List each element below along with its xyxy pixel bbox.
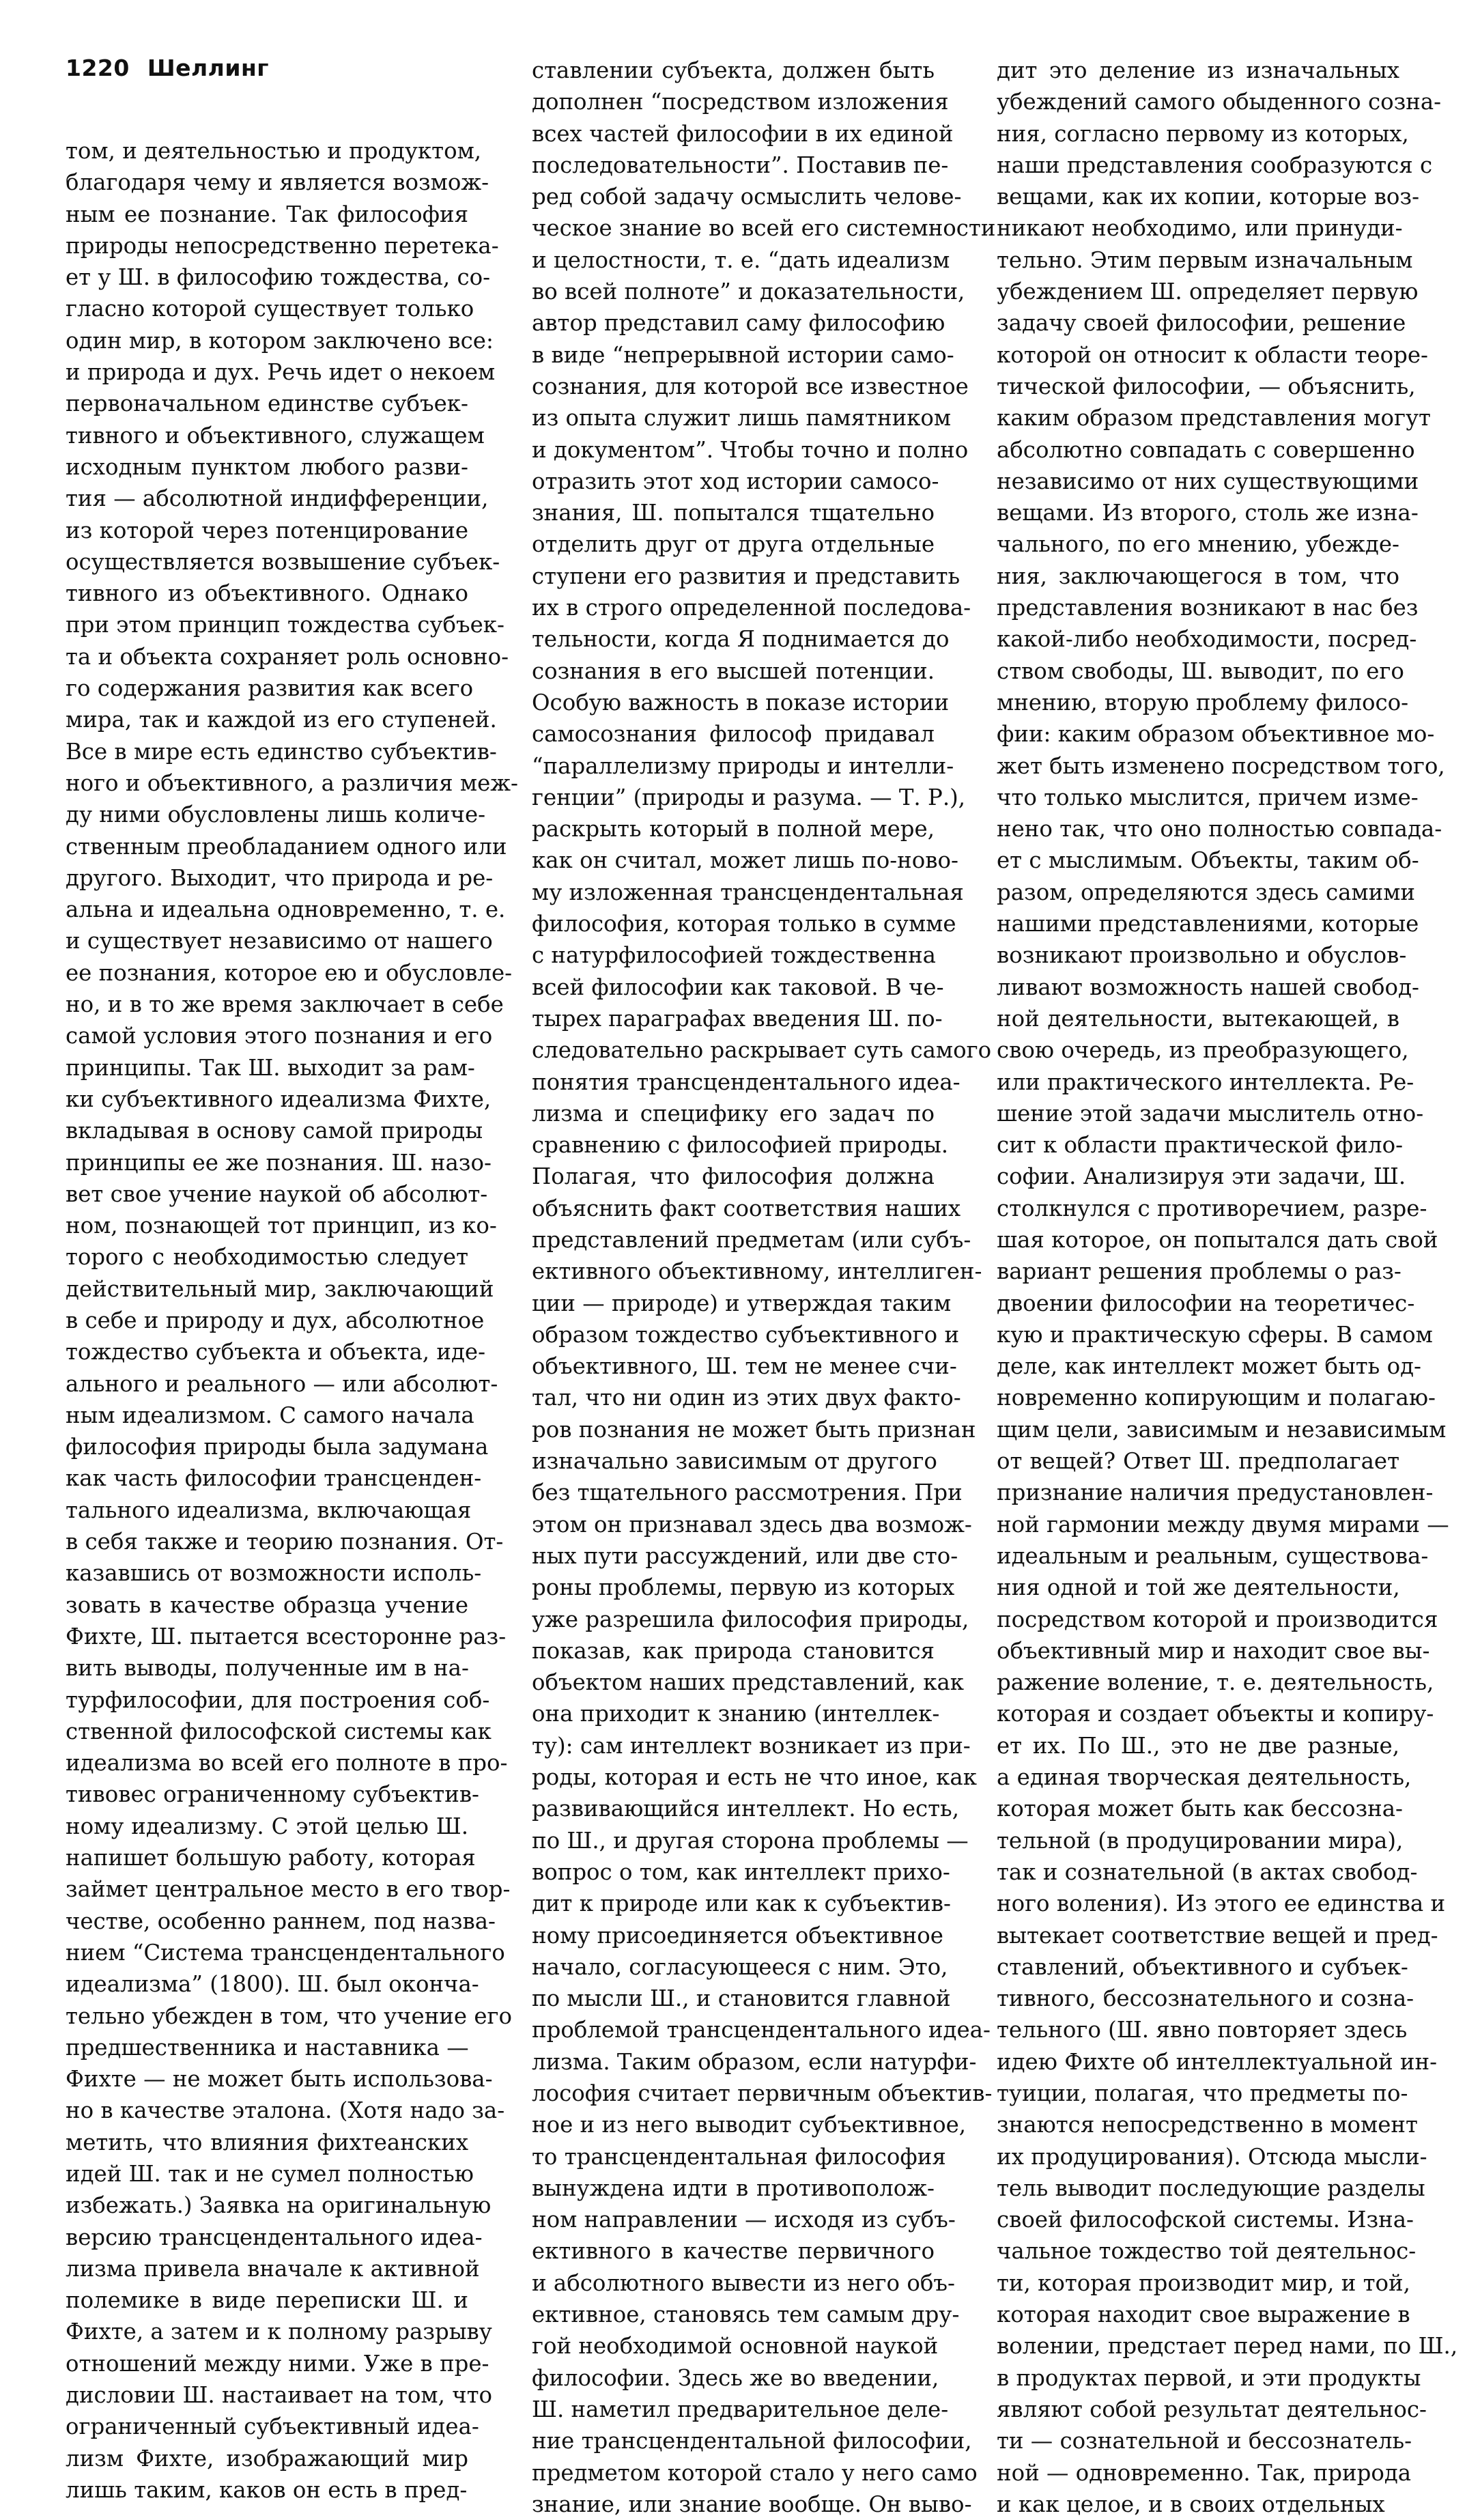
text-line: самой условия этого познания и его <box>66 1023 493 1049</box>
text-line: фии: каким образом объективное мо- <box>997 721 1435 748</box>
text-line: знание, или знание вообще. Он выво- <box>532 2491 972 2517</box>
text-line: всех частей философии в их единой <box>532 120 954 147</box>
text-line: каким образом представления могут <box>997 405 1431 431</box>
text-line: софии. Анализируя эти задачи, Ш. <box>997 1163 1406 1190</box>
text-line: новременно копирующим и полагаю- <box>997 1385 1436 1411</box>
text-line: дополнен “посредством изложения <box>532 89 949 115</box>
text-line: ческое знание во всей его системности <box>532 215 996 242</box>
text-line: ту): сам интеллект возникает из при- <box>532 1732 971 1759</box>
text-line: так и сознательной (в актах свобод- <box>997 1858 1418 1885</box>
text-line: ния, заключающегося в том, что <box>997 563 1399 589</box>
text-line: являют собой результат деятельнос- <box>997 2396 1427 2422</box>
text-line: убеждений самого обыденного созна- <box>997 89 1442 115</box>
text-line: идеализма” (1800). Ш. был оконча- <box>66 1971 479 1998</box>
text-line: в себе и природу и дух, абсолютное <box>66 1307 485 1333</box>
text-line: принципы. Так Ш. выходит за рам- <box>66 1054 475 1081</box>
text-line: чальное тождество той деятельнос- <box>997 2238 1417 2265</box>
text-line: развивающийся интеллект. Но есть, <box>532 1796 959 1822</box>
text-line: во всей полноте” и доказательности, <box>532 279 965 305</box>
text-line: философия природы была задумана <box>66 1434 489 1460</box>
text-line: признание наличия предустановлен- <box>997 1480 1434 1506</box>
text-line: знания, Ш. попытался тщательно <box>532 500 935 526</box>
text-line: предшественника и наставника — <box>66 2034 469 2061</box>
text-line: ду ними обусловлены лишь количе- <box>66 802 486 828</box>
text-line: ти, которая производит мир, и той, <box>997 2269 1410 2296</box>
text-line: по мысли Ш., и становится главной <box>532 1985 951 2012</box>
text-line: нено так, что оно полностью совпада- <box>997 816 1442 843</box>
text-line: ступени его развития и представить <box>532 563 960 589</box>
text-line: лософия считает первичным объектив- <box>532 2080 993 2106</box>
text-line: лизма и специфику его задач по <box>532 1100 935 1127</box>
text-line: и целостности, т. е. “дать идеализм <box>532 246 950 273</box>
text-line: следовательно раскрывает суть самого <box>532 1037 992 1064</box>
text-line: тождество субъекта и объекта, иде- <box>66 1339 486 1365</box>
text-line: понятия трансцендентального идеа- <box>532 1068 960 1095</box>
text-line: ров познания не может быть признан <box>532 1416 976 1443</box>
text-line: с натурфилософией тождественна <box>532 942 936 969</box>
text-line: му изложенная трансцендентальная <box>532 879 964 905</box>
text-line: двоении философии на теоретичес- <box>997 1290 1415 1316</box>
text-line: а единая творческая деятельность, <box>997 1764 1412 1791</box>
text-line: шая которое, он попытался дать свой <box>997 1226 1438 1253</box>
text-line: ет у Ш. в философию тождества, со- <box>66 264 491 291</box>
text-line: возникают произвольно и обуслов- <box>997 942 1407 969</box>
text-line: которая находит свое выражение в <box>997 2302 1410 2328</box>
text-line: тель выводит последующие разделы <box>997 2175 1425 2201</box>
text-line: и природа и дух. Речь идет о некоем <box>66 359 496 386</box>
text-line: нием “Система трансцендентального <box>66 1939 505 1966</box>
text-line: та и объекта сохраняет роль основно- <box>66 643 509 670</box>
text-line: чального, по его мнению, убежде- <box>997 531 1399 558</box>
text-line: “параллелизму природы и интелли- <box>532 752 954 779</box>
text-line: тия — абсолютной индифференции, <box>66 485 489 512</box>
text-line: жет быть изменено посредством того, <box>997 752 1445 779</box>
text-line: объективный мир и находит свое вы- <box>997 1637 1430 1664</box>
text-line: дит это деление из изначальных <box>997 57 1399 83</box>
text-line: идеализма во всей его полноте в про- <box>66 1750 508 1776</box>
text-line: отразить этот ход истории самосо- <box>532 468 939 494</box>
text-line: разом, определяются здесь самими <box>997 879 1415 905</box>
text-line: которой он относит к области теоре- <box>997 341 1428 368</box>
text-line: лизма привела вначале к активной <box>66 2255 480 2282</box>
text-line: знаются непосредственно в момент <box>997 2112 1418 2138</box>
text-line: тельно. Этим первым изначальным <box>997 246 1413 273</box>
text-line: тального идеализма, включающая <box>66 1497 472 1523</box>
text-line: тельной (в продуцировании мира), <box>997 1827 1404 1854</box>
text-line: отделить друг от друга отдельные <box>532 531 935 558</box>
text-line: тельного (Ш. явно повторяет здесь <box>997 2017 1408 2043</box>
text-line: Фихте — не может быть использова- <box>66 2066 493 2093</box>
text-line: принципы ее же познания. Ш. назо- <box>66 1149 492 1176</box>
text-line: ального и реального — или абсолют- <box>66 1370 498 1397</box>
text-line: тической философии, — объяснить, <box>997 373 1416 399</box>
text-line: мира, так и каждой из его ступеней. <box>66 707 497 733</box>
text-line: вет свое учение наукой об абсолют- <box>66 1180 488 1207</box>
text-line: ективного объективному, интеллиген- <box>532 1258 982 1285</box>
text-line: всей философии как таковой. В че- <box>532 974 944 1000</box>
text-line: сознания, для которой все известное <box>532 373 969 399</box>
text-line: ние трансцендентальной философии, <box>532 2428 972 2454</box>
text-line: представлений предметам (или субъ- <box>532 1226 971 1253</box>
text-line: ния одной и той же деятельности, <box>997 1574 1400 1601</box>
text-line: Все в мире есть единство субъектив- <box>66 738 497 765</box>
text-line: Фихте, Ш. пытается всесторонне раз- <box>66 1623 507 1650</box>
text-line: свою очередь, из преобразующего, <box>997 1037 1409 1064</box>
page-number: 1220 <box>66 55 130 81</box>
text-line: ет с мыслимым. Объекты, таким об- <box>997 847 1419 874</box>
text-line: природы непосредственно перетека- <box>66 232 499 259</box>
text-line: мнению, вторую проблему филосо- <box>997 689 1409 716</box>
text-line: ет их. По Ш., это не две разные, <box>997 1732 1399 1759</box>
text-line: и абсолютного вывести из него объ- <box>532 2269 955 2296</box>
text-line: сознания в его высшей потенции. <box>532 657 935 684</box>
text-line: действительный мир, заключающий <box>66 1275 494 1302</box>
text-line: показав, как природа становится <box>532 1637 935 1664</box>
text-line: займет центральное место в его твор- <box>66 1876 511 1903</box>
text-line: ции — природе) и утверждая таким <box>532 1290 952 1316</box>
text-line: которая может быть как бессозна- <box>997 1796 1404 1822</box>
text-line: столкнулся с противоречием, разре- <box>997 1195 1427 1221</box>
text-line: ством свободы, Ш. выводит, по его <box>997 657 1404 684</box>
text-line: тырех параграфах введения Ш. по- <box>532 1005 943 1032</box>
text-line: турфилософии, для построения соб- <box>66 1686 490 1713</box>
text-line: ственной философской системы как <box>66 1718 492 1744</box>
text-line: избежать.) Заявка на оригинальную <box>66 2192 492 2219</box>
text-line: которая и создает объекты и копиру- <box>997 1701 1434 1727</box>
text-line: или практического интеллекта. Ре- <box>997 1068 1414 1095</box>
text-line: автор представил саму философию <box>532 310 945 337</box>
text-line: начало, согласующееся с ним. Это, <box>532 1953 948 1980</box>
text-line: из которой через потенцирование <box>66 517 468 543</box>
text-line: ной гармонии между двумя мирами — <box>997 1511 1449 1538</box>
text-line: вопрос о том, как интеллект прихо- <box>532 1858 950 1885</box>
text-line: ее познания, которое ею и обусловле- <box>66 959 513 986</box>
text-line: при этом принцип тождества субъек- <box>66 612 504 638</box>
text-line: этом он признавал здесь два возмож- <box>532 1511 972 1538</box>
text-line: альна и идеальна одновременно, т. е. <box>66 896 506 923</box>
text-line: Особую важность в показе истории <box>532 689 950 716</box>
text-line: какой-либо необходимости, посред- <box>997 626 1417 653</box>
text-line: и существует независимо от нашего <box>66 928 493 954</box>
text-column-3 <box>997 55 1458 2520</box>
text-line: ния, согласно первому из которых, <box>997 120 1409 147</box>
text-line: сравнению с философией природы. <box>532 1132 949 1159</box>
text-line: гой необходимой основной наукой <box>532 2333 939 2360</box>
text-line: тивного, бессознательного и созна- <box>997 1985 1414 2012</box>
text-line: Фихте, а затем и к полному разрыву <box>66 2319 492 2345</box>
text-line: предметом которой стало у него само <box>532 2459 978 2486</box>
text-line: тивовес ограниченному субъектив- <box>66 1781 479 1808</box>
text-line: ной — одновременно. Так, природа <box>997 2459 1412 2486</box>
text-line: то трансцендентальная философия <box>532 2143 946 2170</box>
text-line: ным идеализмом. С самого начала <box>66 1402 474 1428</box>
text-line: самосознания философ придавал <box>532 721 935 748</box>
text-line: и документом”. Чтобы точно и полно <box>532 436 969 463</box>
text-line: в себя также и теорию познания. От- <box>66 1529 504 1555</box>
text-line: тельно убежден в том, что учение его <box>66 2002 512 2029</box>
running-header <box>66 55 269 81</box>
text-line: ного и объективного, а различия меж- <box>66 769 518 796</box>
text-line: нашими представлениями, которые <box>997 911 1419 937</box>
text-line: сит к области практической фило- <box>997 1132 1404 1159</box>
text-line: зовать в качестве образца учение <box>66 1591 468 1618</box>
text-line: объектом наших представлений, как <box>532 1669 965 1696</box>
text-line: Ш. наметил предварительное деле- <box>532 2396 949 2422</box>
text-line: осуществляется возвышение субъек- <box>66 548 500 575</box>
text-line: объяснить факт соответствия наших <box>532 1195 961 1221</box>
text-line: раскрыть который в полной мере, <box>532 816 935 843</box>
text-line: вкладывая в основу самой природы <box>66 1118 483 1144</box>
text-line: убеждением Ш. определяет первую <box>997 279 1419 305</box>
text-line: в виде “непрерывной истории само- <box>532 341 954 368</box>
text-line: от вещей? Ответ Ш. предполагает <box>997 1448 1399 1475</box>
text-line: идеальным и реальным, существова- <box>997 1542 1429 1569</box>
text-line: отношений между ними. Уже в пре- <box>66 2350 489 2377</box>
text-line: объективного, Ш. тем не менее счи- <box>532 1353 957 1380</box>
text-line: но, и в то же время заключает в себе <box>66 991 504 1018</box>
text-line: вытекает соответствие вещей и пред- <box>997 1922 1438 1949</box>
text-line: что только мыслится, причем изме- <box>997 784 1419 810</box>
text-line: ективное, становясь тем самым дру- <box>532 2302 960 2328</box>
text-line: ражение воление, т. е. деятельность, <box>997 1669 1434 1696</box>
text-line: уже разрешила философия природы, <box>532 1606 969 1632</box>
text-line: ное и из него выводит субъективное, <box>532 2112 967 2138</box>
text-line: первоначальном единстве субъек- <box>66 391 468 417</box>
text-line: генции” (природы и разума. — Т. Р.), <box>532 784 966 810</box>
text-line: гласно которой существует только <box>66 296 474 322</box>
text-line: но в качестве эталона. (Хотя надо за- <box>66 2097 505 2124</box>
text-line: дисловии Ш. настаивает на том, что <box>66 2382 493 2409</box>
text-line: вещами, как их копии, которые воз- <box>997 184 1420 210</box>
text-line: полемике в виде переписки Ш. и <box>66 2287 468 2314</box>
text-line: представления возникают в нас без <box>997 595 1419 621</box>
text-line: один мир, в котором заключено все: <box>66 327 494 354</box>
text-line: честве, особенно раннем, под назва- <box>66 1908 496 1934</box>
text-column-2 <box>532 55 996 2520</box>
text-line: независимо от них существующими <box>997 468 1419 494</box>
text-line: ред собой задачу осмыслить челове- <box>532 184 962 210</box>
text-line: ным ее познание. Так философия <box>66 201 468 227</box>
text-line: ти — сознательной и бессознатель- <box>997 2428 1412 2454</box>
running-title: Шеллинг <box>147 55 270 81</box>
text-line: кую и практическую сферы. В самом <box>997 1321 1433 1348</box>
text-line: как он считал, может лишь по-ново- <box>532 847 958 874</box>
text-line: вещами. Из второго, столь же изна- <box>997 500 1419 526</box>
text-line: ном направлении — исходя из субъ- <box>532 2207 956 2233</box>
text-line: ставлений, объективного и субъек- <box>997 1953 1408 1980</box>
text-line: туиции, полагая, что предметы по- <box>997 2080 1408 2106</box>
text-line: казавшись от возможности исполь- <box>66 1560 482 1587</box>
text-column-1 <box>66 135 518 2506</box>
text-line: волении, предстает перед нами, по Ш., <box>997 2333 1458 2360</box>
text-line: вариант решения проблемы о раз- <box>997 1258 1401 1285</box>
text-line: задачу своей философии, решение <box>997 310 1406 337</box>
text-line: ективного в качестве первичного <box>532 2238 935 2265</box>
text-line: версию трансцендентального идеа- <box>66 2224 483 2250</box>
text-line: и как целое, и в своих отдельных <box>997 2491 1385 2517</box>
text-line: том, и деятельностью и продуктом, <box>66 138 482 164</box>
text-line: щим цели, зависимым и независимым <box>997 1416 1447 1443</box>
text-line: без тщательного рассмотрения. При <box>532 1480 963 1506</box>
text-line: ливают возможность нашей свобод- <box>997 974 1419 1000</box>
text-line: ному присоединяется объективное <box>532 1922 943 1949</box>
text-line: в продуктах первой, и эти продукты <box>997 2364 1421 2391</box>
text-line: тивного из объективного. Однако <box>66 580 468 607</box>
text-line: проблемой трансцендентального идеа- <box>532 2017 991 2043</box>
text-line: ной деятельности, вытекающей, в <box>997 1005 1399 1032</box>
text-line: деле, как интеллект может быть од- <box>997 1353 1421 1380</box>
text-line: философия, которая только в сумме <box>532 911 956 937</box>
text-line: она приходит к знанию (интеллек- <box>532 1701 940 1727</box>
text-line: торого с необходимостью следует <box>66 1244 468 1271</box>
text-line: лизма. Таким образом, если натурфи- <box>532 2048 977 2075</box>
text-line: благодаря чему и является возмож- <box>66 169 489 196</box>
text-line: тивного и объективного, служащем <box>66 422 485 449</box>
text-line: последовательности”. Поставив пе- <box>532 152 949 178</box>
text-line: другого. Выходит, что природа и ре- <box>66 864 494 891</box>
text-line: дит к природе или как к субъектив- <box>532 1891 951 1917</box>
text-line: посредством которой и производится <box>997 1606 1438 1632</box>
text-line: их в строго определенной последова- <box>532 595 971 621</box>
text-line: ному идеализму. С этой целью Ш. <box>66 1813 468 1839</box>
text-line: философии. Здесь же во введении, <box>532 2364 939 2391</box>
text-line: своей философской системы. Изна- <box>997 2207 1414 2233</box>
text-line: ном, познающей тот принцип, из ко- <box>66 1213 497 1239</box>
text-line: ных пути рассуждений, или две сто- <box>532 1542 958 1569</box>
text-line: Полагая, что философия должна <box>532 1163 935 1190</box>
text-line: вить выводы, полученные им в на- <box>66 1655 469 1682</box>
text-line: тал, что ни один из этих двух факто- <box>532 1385 961 1411</box>
text-line: тельности, когда Я поднимается до <box>532 626 950 653</box>
text-line: ного воления). Из этого ее единства и <box>997 1891 1446 1917</box>
text-line: ставлении субъекта, должен быть <box>532 57 935 83</box>
text-line: напишет большую работу, которая <box>66 1845 476 1871</box>
text-line: ограниченный субъективный идеа- <box>66 2413 479 2440</box>
text-line: лизм Фихте, изображающий мир <box>66 2445 468 2472</box>
text-line: из опыта служит лишь памятником <box>532 405 952 431</box>
text-line: идею Фихте об интеллектуальной ин- <box>997 2048 1438 2075</box>
text-line: лишь таким, каков он есть в пред- <box>66 2476 468 2503</box>
text-line: ственным преобладанием одного или <box>66 833 507 860</box>
text-line: наши представления сообразуются с <box>997 152 1433 178</box>
text-line: изначально зависимым от другого <box>532 1448 937 1475</box>
text-line: как часть философии трансценден- <box>66 1465 482 1492</box>
text-line: вынуждена идти в противополож- <box>532 2175 935 2201</box>
text-line: роны проблемы, первую из которых <box>532 1574 955 1601</box>
text-line: по Ш., и другая сторона проблемы — <box>532 1827 969 1854</box>
text-line: го содержания развития как всего <box>66 675 474 702</box>
text-line: их продуцирования). Отсюда мысли- <box>997 2143 1427 2170</box>
text-line: метить, что влияния фихтеанских <box>66 2129 468 2155</box>
text-line: абсолютно совпадать с совершенно <box>997 436 1415 463</box>
text-line: идей Ш. так и не сумел полностью <box>66 2161 474 2187</box>
text-line: исходным пунктом любого разви- <box>66 453 468 480</box>
text-line: шение этой задачи мыслитель отно- <box>997 1100 1424 1127</box>
text-line: роды, которая и есть не что иное, как <box>532 1764 977 1791</box>
text-line: никают необходимо, или принуди- <box>997 215 1403 242</box>
text-line: ки субъективного идеализма Фихте, <box>66 1086 492 1112</box>
text-line: образом тождество субъективного и <box>532 1321 960 1348</box>
